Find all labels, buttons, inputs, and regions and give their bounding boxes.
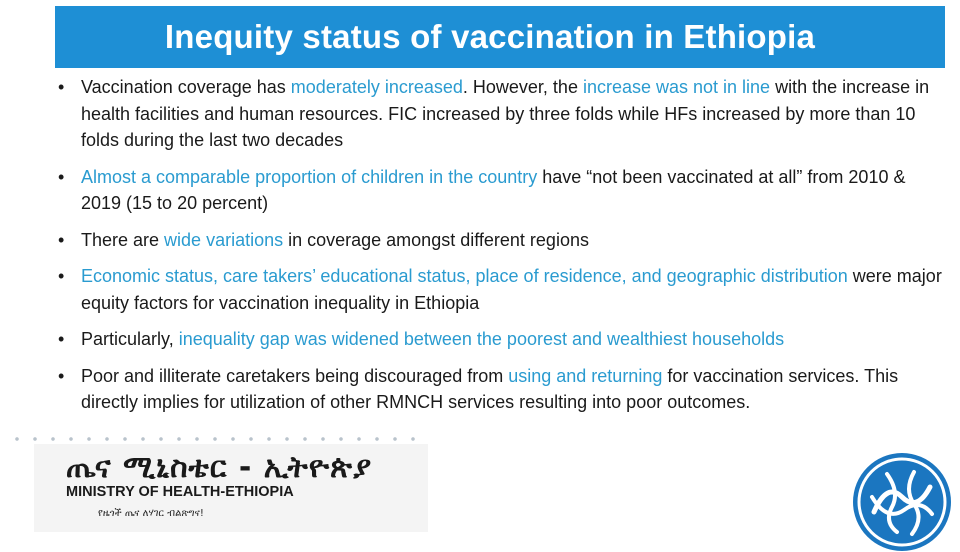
highlighted-text: moderately increased [290,77,463,97]
highlighted-text: Almost a comparable proportion of children in the country [81,166,538,187]
ministry-amharic-name: ጤና ሚኒስቴር - ኢትዮጵያ [66,450,373,485]
ministry-english-name: MINISTRY OF HEALTH-ETHIOPIA [66,484,294,500]
slide-title: Inequity status of vaccination in Ethiopia [164,18,816,55]
bullet-text: Particularly, [81,329,179,349]
bullet-list [58,74,948,426]
highlighted-text: inequality gap was widened between the poorest and wealthiest households [178,329,785,349]
bullet-text: have “not been vaccinated at all” from 2010 & 2019 (15 to 20 percent) [81,166,906,213]
bullet-text: There are [81,229,165,250]
title-bar [55,6,945,68]
bullet-text: with the increase in health facilities and human resources. FIC increased by three folds while HFs increased by more than 10 folds during the last two decades [81,77,930,150]
bullet-text: Poor and illiterate caretakers being discouraged from [81,365,509,386]
bullet-item [58,74,948,154]
bullet-item [58,263,948,316]
bullet-text: in coverage amongst different regions [283,229,589,250]
highlighted-text: increase was not in line [582,77,771,97]
highlighted-text: Economic status, care takers’ educational status, place of residence, and geographic distribution [81,266,848,286]
bullet-item [58,326,948,353]
highlighted-text: using and returning [508,365,663,386]
bullet-text: for vaccination services. This directly implies for utilization of other RMNCH services resulting into poor outcomes. [81,365,899,412]
bullet-item [58,363,948,416]
ministry-tagline: የዜጎች ጤና ለሃገር ብልጽግና! [98,508,204,519]
bullet-text: Vaccination coverage has [81,77,291,97]
highlighted-text: wide variations [164,229,284,250]
decorative-dots [8,434,428,444]
bullet-item [58,164,948,217]
ministry-logo-panel [34,444,428,532]
bullet-item [58,227,948,254]
bullet-text: were major equity factors for vaccination inequality in Ethiopia [81,266,942,313]
bullet-text: . However, the [462,77,583,97]
ministry-emblem-icon [852,452,952,552]
